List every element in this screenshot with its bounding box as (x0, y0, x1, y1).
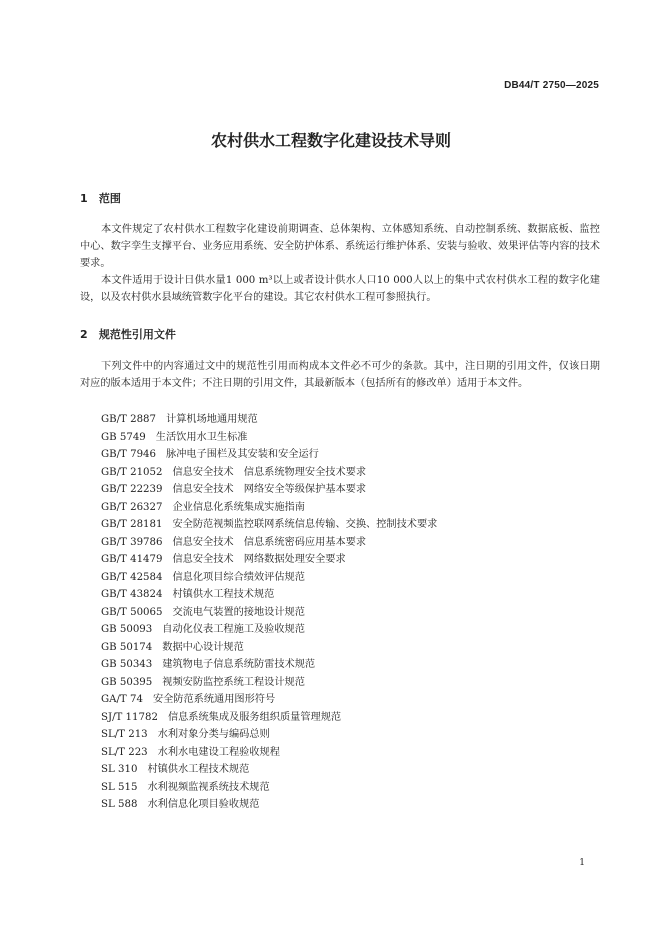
reference-name: 水利视频监视系统技术规范 (147, 781, 270, 793)
reference-code: SL/T 223 (101, 746, 148, 758)
reference-name: 自动化仪表工程施工及验收规范 (162, 624, 305, 635)
section-title: 范围 (98, 192, 121, 205)
reference-item (101, 656, 437, 674)
reference-code: GB/T 21052 (101, 466, 163, 478)
reference-code: GB 5749 (101, 431, 146, 443)
section-number: 2 (80, 328, 88, 341)
reference-item (101, 569, 437, 587)
reference-item (101, 516, 437, 534)
reference-code: GB/T 41479 (101, 554, 163, 565)
reference-item (101, 691, 437, 709)
reference-item (101, 621, 437, 639)
reference-name: 水利水电建设工程验收规程 (157, 746, 280, 758)
reference-item (101, 481, 437, 499)
reference-name: 生活饮用水卫生标准 (155, 431, 248, 443)
scope-paragraph-2: 本文件适用于设计日供水量1 000 m³以上或者设计供水人口10 000人以上的集中式农村供水工程的数字化建设，以及农村供水县域统管数字化平台的建设。其它农村供水工程可参照执行。 (80, 275, 600, 303)
reference-name: 计算机场地通用规范 (166, 414, 258, 425)
scope-paragraph-1: 本文件规定了农村供水工程数字化建设前期调查、总体架构、立体感知系统、自动控制系统、数据底板、监控中心、数字孪生支撑平台、业务应用系统、安全防护体系、系统运行维护体系、安装与验收、效果评估等内容的技术要求。 (80, 224, 600, 269)
reference-item (101, 709, 437, 727)
reference-name: 信息安全技术 网络数据处理安全要求 (172, 554, 346, 565)
reference-item (101, 429, 437, 447)
reference-name: 安全防范视频监控联网系统信息传输、交换、控制技术要求 (172, 519, 438, 530)
reference-item (101, 639, 437, 657)
reference-code: GB/T 7946 (101, 449, 157, 460)
reference-item (101, 411, 437, 429)
page-number: 1 (579, 858, 585, 868)
reference-item (101, 446, 437, 464)
reference-code: GA/T 74 (101, 694, 143, 705)
reference-name: 数据中心设计规范 (162, 641, 244, 653)
reference-code: GB 50395 (101, 676, 153, 688)
reference-code: GB/T 50065 (101, 606, 163, 618)
references-intro-paragraph: 下列文件中的内容通过文中的规范性引用而构成本文件必不可少的条款。其中，注日期的引用文件，仅该日期对应的版本适用于本文件；不注日期的引用文件，其最新版本（包括所有的修改单）适用于本文件。 (80, 361, 600, 389)
reference-code: GB/T 43824 (101, 589, 163, 600)
section-heading-normative-references (80, 326, 176, 342)
reference-name: 信息安全技术 网络安全等级保护基本要求 (172, 484, 367, 495)
reference-name: 信息安全技术 信息系统密码应用基本要求 (172, 536, 367, 548)
reference-item (101, 534, 437, 552)
reference-item (101, 796, 437, 814)
reference-item (101, 499, 437, 517)
reference-code: SL 515 (101, 781, 138, 793)
reference-item (101, 551, 437, 569)
reference-item (101, 779, 437, 797)
standard-code: DB44/T 2750—2025 (504, 80, 599, 91)
reference-code: SL/T 213 (101, 729, 148, 740)
reference-code: SJ/T 11782 (101, 711, 158, 723)
reference-code: GB 50343 (101, 659, 153, 670)
reference-code: GB/T 26327 (101, 501, 163, 513)
reference-name: 脉冲电子围栏及其安装和安全运行 (166, 449, 319, 460)
reference-name: 交流电气装置的接地设计规范 (172, 606, 305, 618)
reference-name: 信息化项目综合绩效评估规范 (172, 571, 305, 583)
document-title: 农村供水工程数字化建设技术导则 (210, 131, 451, 150)
reference-name: 信息系统集成及服务组织质量管理规范 (167, 711, 342, 723)
reference-item (101, 761, 437, 779)
reference-name: 水利信息化项目验收规范 (147, 799, 260, 810)
reference-name: 信息安全技术 信息系统物理安全技术要求 (172, 466, 367, 478)
reference-code: GB/T 28181 (101, 519, 163, 530)
reference-code: GB 50093 (101, 624, 153, 635)
reference-name: 安全防范系统通用图形符号 (152, 694, 276, 705)
reference-code: SL 588 (101, 799, 138, 810)
reference-name: 水利对象分类与编码总则 (157, 729, 270, 740)
reference-code: GB/T 39786 (101, 536, 163, 548)
reference-name: 建筑物电子信息系统防雷技术规范 (162, 659, 316, 670)
reference-item (101, 744, 437, 762)
reference-name: 企业信息化系统集成实施指南 (172, 501, 305, 513)
reference-name: 村镇供水工程技术规范 (147, 764, 250, 775)
section-number: 1 (80, 192, 88, 205)
reference-code: GB 50174 (101, 641, 153, 653)
reference-item (101, 674, 437, 692)
reference-code: GB/T 22239 (101, 484, 163, 495)
reference-list (101, 411, 437, 814)
reference-item (101, 726, 437, 744)
reference-item (101, 464, 437, 482)
section-title: 规范性引用文件 (98, 328, 176, 341)
reference-item (101, 604, 437, 622)
reference-name: 村镇供水工程技术规范 (172, 589, 275, 600)
reference-item (101, 586, 437, 604)
reference-name: 视频安防监控系统工程设计规范 (162, 676, 305, 688)
reference-code: GB/T 2887 (101, 414, 157, 425)
reference-code: SL 310 (101, 764, 138, 775)
reference-code: GB/T 42584 (101, 571, 163, 583)
section-heading-scope (80, 190, 121, 206)
